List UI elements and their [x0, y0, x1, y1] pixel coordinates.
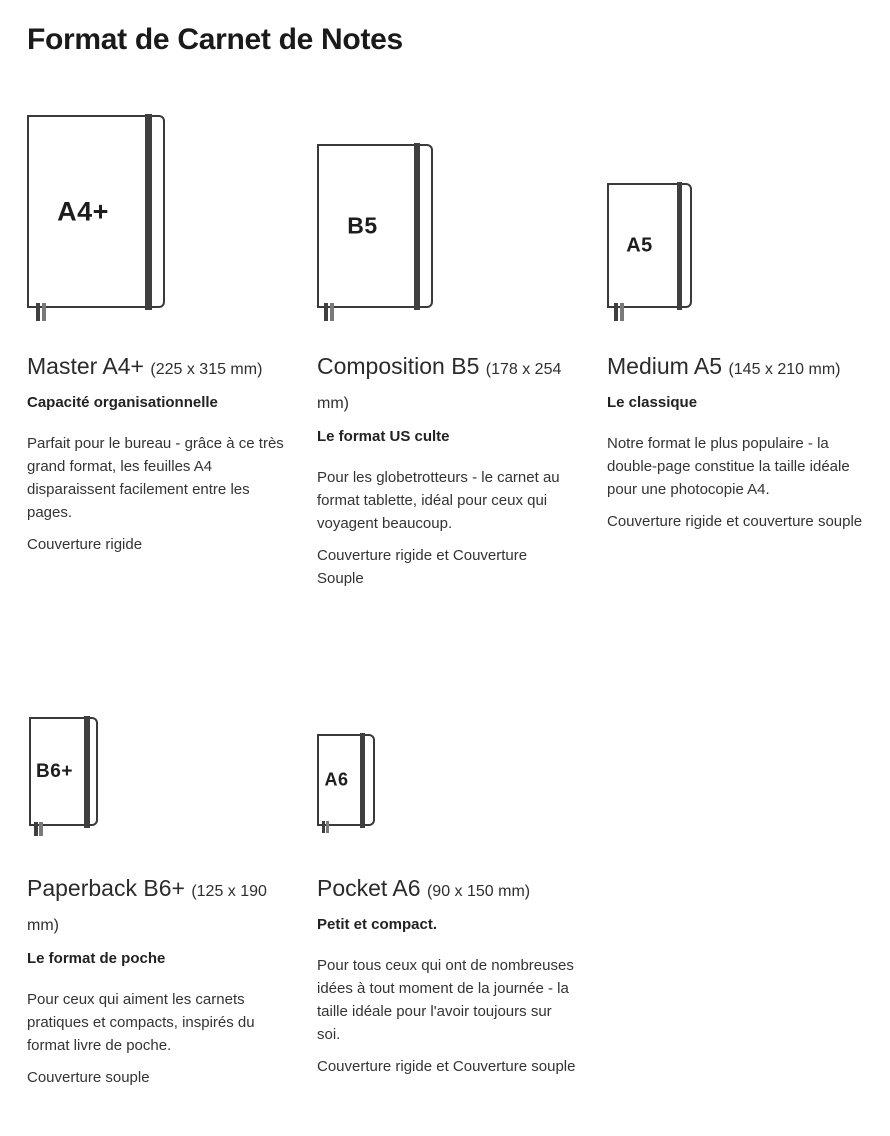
- format-card-medium-a5: [607, 100, 890, 700]
- format-tagline: Capacité organisationnelle: [27, 394, 218, 411]
- bookmark-ribbon: [39, 822, 43, 836]
- format-description: Pour ceux qui aiment les carnets pratiques et compacts, inspirés du format livre de poche.: [27, 991, 255, 1054]
- notebook-size-label: A4+: [57, 196, 109, 226]
- bookmark-ribbon: [330, 303, 334, 321]
- bookmark-ribbon: [36, 303, 40, 321]
- format-name-text: Paperback B6+: [27, 875, 185, 901]
- format-card-composition-b5: [317, 100, 607, 700]
- bookmark-ribbon: [322, 821, 325, 833]
- notebook-size-label: A6: [324, 769, 349, 790]
- bookmark-ribbon: [34, 822, 38, 836]
- notebook-size-label: B5: [347, 212, 378, 239]
- notebook-size-label: B6+: [36, 760, 73, 782]
- elastic-band: [360, 733, 365, 828]
- notebook-cover: [27, 115, 165, 308]
- format-name-text: Pocket A6: [317, 875, 421, 901]
- format-description: Notre format le plus populaire - la double-page constitue la taille idéale pour une photocopie A4.: [607, 435, 850, 498]
- format-tagline: Le classique: [607, 394, 698, 411]
- cover-info: Couverture rigide et couverture souple: [607, 513, 863, 530]
- format-name: [317, 351, 577, 419]
- format-card-master-a4: [27, 100, 317, 700]
- elastic-band: [145, 114, 152, 310]
- format-dimensions: (125 x 190 mm): [27, 883, 267, 934]
- format-name: [317, 873, 577, 907]
- format-card-pocket-a6: [317, 700, 607, 1089]
- bookmark-ribbon: [324, 303, 328, 321]
- bookmark-ribbon: [42, 303, 46, 321]
- bookmark-ribbon: [614, 303, 618, 321]
- cover-info: Couverture rigide: [27, 536, 143, 553]
- format-dimensions: (90 x 150 mm): [426, 883, 531, 900]
- elastic-band: [84, 716, 90, 828]
- format-grid-row-1: [27, 100, 890, 700]
- format-description: Parfait pour le bureau - grâce à ce très grand format, les feuilles A4 disparaissent facilement entre les pages.: [27, 435, 284, 521]
- format-description: Pour les globetrotteurs - le carnet au format tablette, idéal pour ceux qui voyagent beaucoup.: [317, 469, 560, 532]
- notebook-cover: [317, 144, 433, 308]
- format-grid-row-2: [27, 700, 890, 1089]
- format-dimensions: (145 x 210 mm): [728, 361, 841, 378]
- page-title: Format de Carnet de Notes: [27, 23, 403, 56]
- elastic-band: [414, 143, 420, 310]
- format-name-text: Composition B5: [317, 353, 480, 379]
- cover-info: Couverture rigide et Couverture souple: [317, 1058, 576, 1075]
- notebook-illustration: [317, 100, 577, 345]
- format-name-text: Master A4+: [27, 353, 144, 379]
- format-description: Pour tous ceux qui ont de nombreuses idées à tout moment de la journée - la taille idéale pour l'avoir toujours sur soi.: [317, 957, 574, 1043]
- bookmark-ribbon: [620, 303, 624, 321]
- format-name: [607, 351, 867, 385]
- notebook-size-label: A5: [626, 234, 653, 256]
- format-name-text: Medium A5: [607, 353, 723, 379]
- format-name: [27, 351, 287, 385]
- notebook-cover: [29, 717, 98, 826]
- format-name: [27, 873, 287, 941]
- notebook-illustration: [317, 700, 577, 867]
- format-tagline: Le format de poche: [27, 950, 166, 967]
- elastic-band: [677, 182, 682, 310]
- format-tagline: Le format US culte: [317, 428, 450, 445]
- notebook-illustration: [27, 700, 287, 867]
- notebook-illustration: [607, 100, 867, 345]
- format-dimensions: (178 x 254 mm): [317, 361, 562, 412]
- bookmark-ribbon: [326, 821, 329, 833]
- cover-info: Couverture souple: [27, 1069, 150, 1086]
- notebook-illustration: [27, 100, 287, 345]
- cover-info: Couverture rigide et Couverture Souple: [317, 547, 528, 587]
- format-tagline: Petit et compact.: [317, 916, 438, 933]
- notebook-cover: [317, 734, 375, 826]
- format-card-paperback-b6: [27, 700, 317, 1089]
- format-dimensions: (225 x 315 mm): [150, 361, 263, 378]
- notebook-cover: [607, 183, 692, 308]
